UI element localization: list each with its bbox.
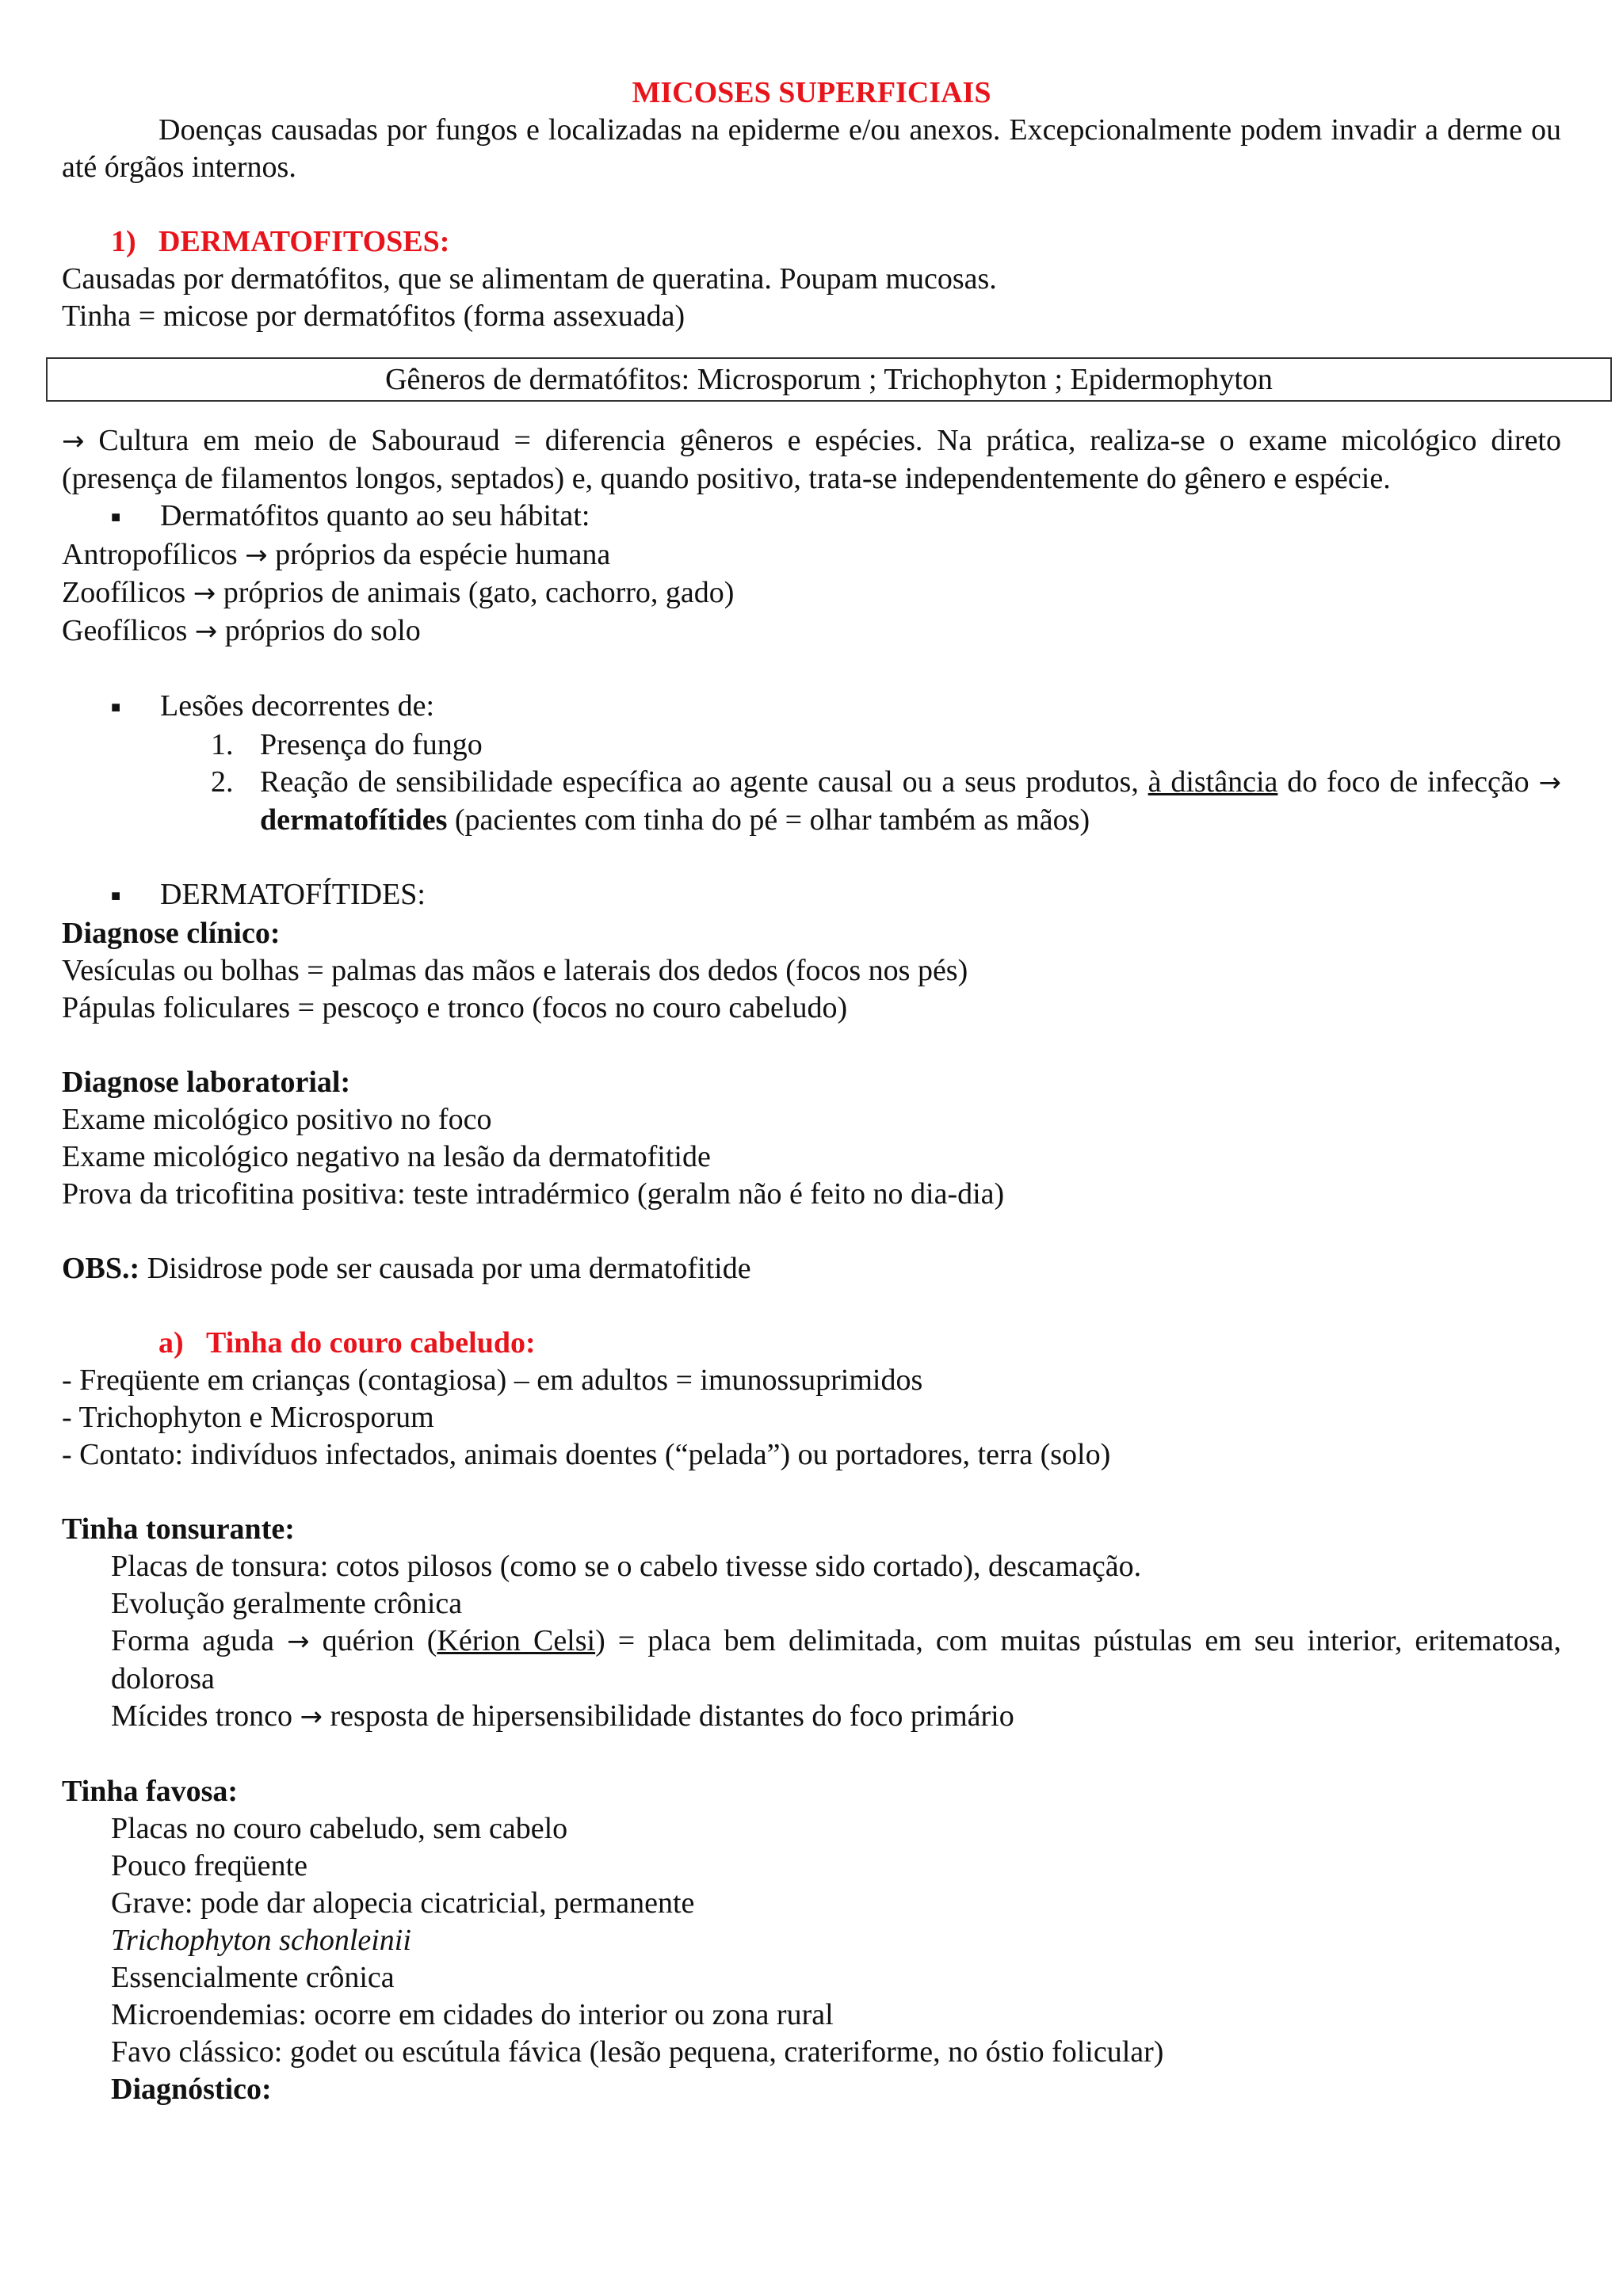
subsection-heading-text: Tinha do couro cabeludo: [206,1326,536,1360]
habitat-desc: próprios de animais (gato, cachorro, gado) [223,576,735,609]
diag-clinico-label: Diagnose clínico: [62,917,281,950]
tonsurante-label: Tinha tonsurante: [62,1512,295,1546]
genera-box: Gêneros de dermatófitos: Microsporum ; Trichophyton ; Epidermophyton [46,357,1612,402]
favosa-line: Grave: pode dar alopecia cicatricial, permanente [111,1886,695,1920]
underlined-text: Kérion Celsi [437,1624,596,1657]
habitat-heading: Dermatófitos quanto ao seu hábitat: [160,499,590,532]
arrow-icon: → [194,616,218,647]
diag-lab-label: Diagnose laboratorial: [62,1066,351,1099]
subsection-heading-couro-cabeludo [62,1325,1561,1362]
intro-paragraph: Doenças causadas por fungos e localizadas na epiderme e/ou anexos. Excepcionalmente podem invadir a derme ou até órgãos internos. [62,113,1561,184]
list-text [260,764,1561,839]
arrow-icon: → [300,1701,323,1733]
diag-lab-line: Exame micológico positivo no foco [62,1103,492,1136]
obs-label: OBS.: [62,1252,140,1285]
cultura-paragraph [62,422,1561,498]
diag-lab-line: Prova da tricofitina positiva: teste intradérmico (geralm não é feito no dia-dia) [62,1177,1005,1211]
obs-text: Disidrose pode ser causada por uma dermatofitide [147,1252,751,1285]
dermatofitides-heading: DERMATOFÍTIDES: [160,878,426,911]
favosa-line: Microendemias: ocorre em cidades do interior ou zona rural [111,1998,834,2031]
text-part: Forma aguda [111,1624,274,1657]
section-number: 1) [111,225,136,258]
section-heading-text: DERMATOFITOSES: [158,225,450,258]
habitat-desc: próprios do solo [224,614,421,647]
text-part: (pacientes com tinha do pé = olhar também as mãos) [454,803,1090,837]
bold-term: dermatofítides [260,803,448,837]
text-part: Reação de sensibilidade específica ao agente causal ou a seus produtos, [260,765,1139,799]
favosa-line: Trichophyton schonleinii [111,1924,411,1957]
habitat-term: Zoofílicos [62,576,186,609]
underlined-text: à distância [1148,765,1278,799]
dermatofitoses-line-2: Tinha = micose por dermatófitos (forma assexuada) [62,299,685,333]
text-part: do foco de infecção [1287,765,1529,799]
arrow-icon: → [287,1626,310,1657]
habitat-bullet [62,498,1561,536]
favosa-line: Favo clássico: godet ou escútula fávica (lesão pequena, crateriforme, no óstio folicular) [111,2035,1164,2069]
habitat-term: Antropofílicos [62,538,238,571]
square-bullet-icon: ■ [111,699,121,716]
cultura-text: Cultura em meio de Sabouraud = diferencia gêneros e espécies. Na prática, realiza-se o exame micológico direto (presença de filamentos longos, septados) e, quando positivo, trata-se independentemente do gênero e espécie. [62,424,1561,495]
arrow-icon: → [1538,767,1561,799]
text-part: resposta de hipersensibilidade distantes do foco primário [330,1699,1014,1733]
lesoes-list [62,727,1561,839]
dermatofitides-bullet [62,876,1561,915]
tonsurante-line [62,1698,1561,1736]
couro-line: - Trichophyton e Microsporum [62,1401,434,1434]
dermatofitoses-line-1: Causadas por dermatófitos, que se alimentam de queratina. Poupam mucosas. [62,262,997,296]
favosa-line: Placas no couro cabeludo, sem cabelo [111,1812,568,1845]
tonsurante-line: Evolução geralmente crônica [111,1587,463,1620]
favosa-label: Tinha favosa: [62,1775,239,1808]
list-number: 2. [211,765,234,799]
section-heading-dermatofitoses [62,223,1561,261]
subsection-letter: a) [158,1326,184,1360]
page-title: MICOSES SUPERFICIAIS [632,76,991,109]
text-part: quérion ( [322,1624,437,1657]
diag-clinico-line: Vesículas ou bolhas = palmas das mãos e laterais dos dedos (focos nos pés) [62,954,968,987]
habitat-item [62,536,1561,574]
couro-line: - Contato: indivíduos infectados, animais doentes (“pelada”) ou portadores, terra (solo) [62,1438,1111,1471]
list-text: Presença do fungo [260,728,483,761]
list-item [211,764,1561,839]
couro-line: - Freqüente em crianças (contagiosa) – em adultos = imunossuprimidos [62,1363,923,1397]
favosa-line: Pouco freqüente [111,1849,307,1882]
habitat-item [62,612,1561,650]
square-bullet-icon: ■ [111,887,121,905]
diag-lab-line: Exame micológico negativo na lesão da dermatofitide [62,1140,711,1173]
lesoes-heading: Lesões decorrentes de: [160,689,435,723]
arrow-icon: → [193,578,216,609]
arrow-icon: → [62,425,85,457]
habitat-desc: próprios da espécie humana [275,538,611,571]
favosa-diagnostico-label: Diagnóstico: [111,2073,272,2106]
tonsurante-line [62,1623,1561,1698]
habitat-item [62,574,1561,612]
text-part: ) = placa bem delimitada, com muitas pústulas em seu interior, eritematosa, dolorosa [111,1624,1562,1695]
lesoes-bullet [62,688,1561,727]
square-bullet-icon: ■ [111,509,121,526]
obs-line [62,1250,1561,1287]
diag-clinico-line: Pápulas foliculares = pescoço e tronco (focos no couro cabeludo) [62,991,848,1024]
habitat-term: Geofílicos [62,614,188,647]
list-number: 1. [211,728,234,761]
tonsurante-line: Placas de tonsura: cotos pilosos (como se o cabelo tivesse sido cortado), descamação. [111,1550,1142,1583]
text-part: Mícides tronco [111,1699,293,1733]
list-item [211,727,1561,764]
arrow-icon: → [245,540,268,571]
favosa-line: Essencialmente crônica [111,1961,395,1994]
